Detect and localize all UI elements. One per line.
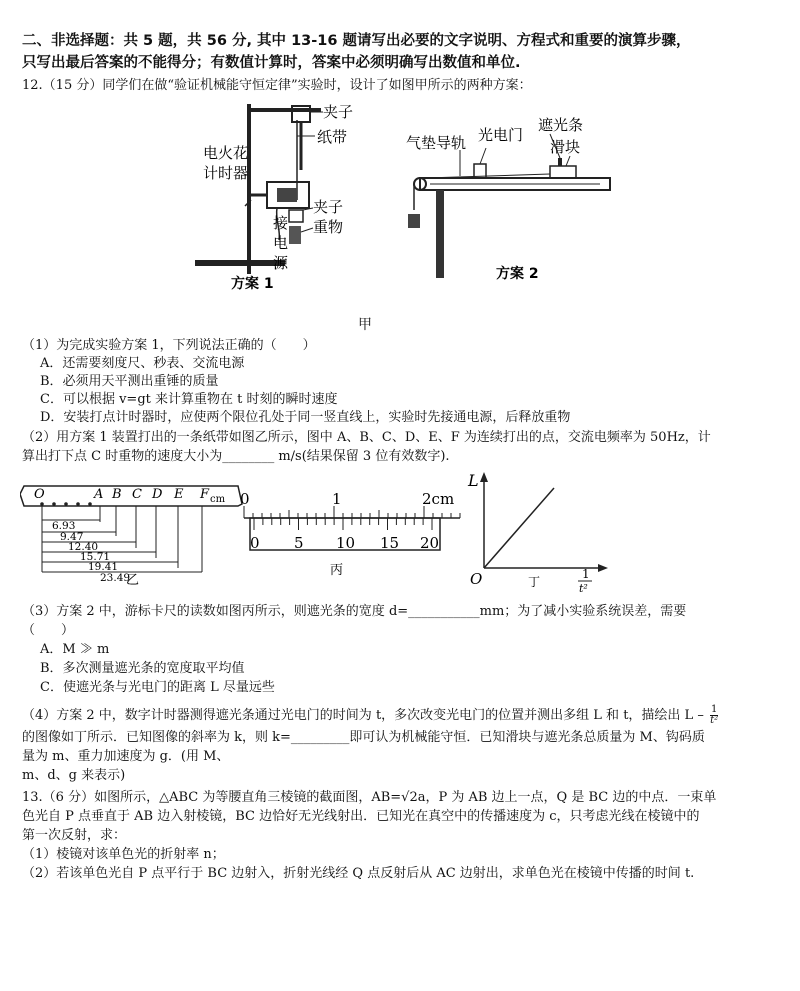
label-power-1: 接: [273, 214, 289, 232]
caliper-main-1: 1: [332, 490, 342, 508]
q12-part1-option-a: A．还需要刻度尺、秒表、交流电源: [40, 356, 245, 371]
graph-y-label: L: [468, 471, 479, 490]
tape-dist-oa: 6.93: [52, 520, 76, 532]
q13-part2: （2）若该单色光自 P 点平行于 BC 边射入，折射光线经 Q 点反射后从 AC 边射出，求单色光在棱镜中传播的时间 t.: [22, 866, 695, 881]
fraction-den: t²: [710, 715, 719, 726]
caption-bing: 丙: [330, 563, 344, 578]
q12-part3-line1: （3）方案 2 中，游标卡尺的读数如图丙所示，则遮光条的宽度 d=___________mm；为了减小实验系统误差，需要: [22, 604, 687, 619]
tape-point-a: A: [94, 487, 104, 502]
label-rail: 气垫导轨: [406, 134, 467, 152]
label-gate: 光电门: [478, 126, 524, 144]
label-strip: 遮光条: [538, 116, 584, 134]
caliper-vernier-10: 10: [336, 534, 356, 552]
tape-point-c: C: [132, 487, 142, 502]
q12-part4-line4: m、d、g 来表示): [22, 768, 126, 783]
q13-line1: 13.（6 分）如图所示，△ABC 为等腰直角三棱镜的截面图，AB=√2a，P 为 AB 边上一点，Q 是 BC 边的中点．一束单: [22, 790, 717, 805]
q12-part4-line2: 的图像如丁所示．已知图像的斜率为 k，则 k=_________即可认为机械能守恒．已知滑块与遮光条总质量为 M、钩码质: [22, 730, 705, 745]
q13-line2: 色光自 P 点垂直于 AB 边入射棱镜，BC 边恰好无光线射出．已知光在真空中的传播速度为 c，只考虑光线在棱镜中的: [22, 809, 700, 824]
q13-part1: （1）棱镜对该单色光的折射率 n；: [22, 847, 225, 862]
tape-point-d: D: [152, 487, 163, 502]
tape-point-f: F: [200, 487, 210, 502]
label-clip-bottom: 夹子: [313, 198, 344, 216]
caliper-vernier-0: 0: [250, 534, 260, 552]
scheme2-apparatus-figure: [400, 110, 620, 290]
figure-caption-jia: 甲: [358, 317, 372, 333]
q12-part2-line1: （2）用方案 1 装置打出的一条纸带如图乙所示，图中 A、B、C、D、E、F 为连续打出的点，交流电频率为 50Hz，计: [22, 430, 711, 445]
caption-scheme1: 方案 1: [231, 276, 274, 292]
q12-part1-option-b: B．必须用天平测出重锤的质量: [40, 374, 219, 389]
q12-part3-line2: （ ）: [22, 623, 75, 638]
tape-unit: cm: [210, 494, 226, 505]
label-power-3: 源: [273, 254, 289, 272]
q12-part4-line1-text: （4）方案 2 中，数字计时器测得遮光条通过光电门的时间为 t，多次改变光电门的位置并测出多组 L 和 t，描绘出 L –: [22, 708, 704, 723]
q12-part1-stem: （1）为完成实验方案 1，下列说法正确的（ ）: [22, 338, 316, 353]
graph-x-num: 1: [582, 567, 590, 581]
tape-point-e: E: [174, 487, 184, 502]
label-weight: 重物: [313, 218, 344, 236]
caliper-vernier-15: 15: [380, 534, 400, 552]
label-tape: 纸带: [317, 128, 348, 146]
q12-part4-fraction: [710, 705, 718, 726]
label-slider: 滑块: [550, 138, 581, 156]
graph-x-den: t²: [579, 582, 588, 593]
label-power-2: 电: [273, 234, 289, 252]
q13-line3: 第一次反射，求：: [22, 828, 127, 843]
tape-dist-oe: 19.41: [88, 561, 119, 573]
q12-part2-line2: 算出打下点 C 时重物的速度大小为________ m/s(结果保留 3 位有效数字).: [22, 449, 450, 464]
caliper-vernier-5: 5: [294, 534, 304, 552]
q12-part1-option-d: D．安装打点计时器时，应使两个限位孔处于同一竖直线上，实验时先接通电源，后释放重物: [40, 410, 571, 425]
scheme1-apparatus-figure: [185, 100, 385, 300]
section-title-line1: 二、非选择题：共 5 题，共 56 分, 其中 13-16 题请写出必要的文字说明、方程式和重要的演算步骤，: [22, 33, 691, 49]
label-timer-1: 电火花: [203, 144, 249, 162]
graph-origin: O: [470, 570, 483, 588]
tape-dist-od: 15.71: [80, 551, 111, 563]
q12-stem: 12.（15 分）同学们在做“验证机械能守恒定律”实验时，设计了如图甲所示的两种方案：: [22, 78, 532, 93]
l-vs-inverse-t2-graph: [462, 468, 612, 593]
caption-scheme2: 方案 2: [496, 266, 539, 282]
graph-line: [484, 488, 554, 568]
q12-part4-line3: 量为 m、重力加速度为 g．(用 M、: [22, 749, 230, 764]
section-title-line2: 只写出最后答案的不能得分；有数值计算时，答案中必须明确写出数值和单位.: [22, 55, 521, 71]
caliper-main-2: 2cm: [422, 490, 455, 508]
q12-part3-option-c: C．使遮光条与光电门的距离 L 尽量远些: [40, 680, 275, 695]
tape-dist-ob: 9.47: [60, 531, 84, 543]
caliper-main-0: 0: [240, 490, 250, 508]
label-clip-top: 夹子: [323, 103, 354, 121]
q12-part1-option-c: C．可以根据 v=gt 来计算重物在 t 时刻的瞬时速度: [40, 392, 338, 407]
tape-dist-oc: 12.40: [68, 541, 99, 553]
vernier-caliper-figure: [240, 482, 465, 582]
q12-part3-option-b: B．多次测量遮光条的宽度取平均值: [40, 661, 245, 676]
caliper-vernier-20: 20: [420, 534, 440, 552]
tape-point-b: B: [112, 487, 122, 502]
tape-figure: [20, 480, 245, 585]
label-timer-2: 计时器: [203, 164, 249, 182]
tape-point-o: O: [34, 487, 45, 502]
tape-dist-of: 23.49: [100, 572, 131, 584]
graph-caption-ding: 丁: [528, 575, 541, 589]
caption-yi: 乙: [126, 573, 140, 585]
q12-part3-option-a: A．M ≫ m: [40, 642, 110, 657]
fraction-num: 1: [710, 704, 718, 715]
q12-part4-line1: [22, 705, 782, 726]
